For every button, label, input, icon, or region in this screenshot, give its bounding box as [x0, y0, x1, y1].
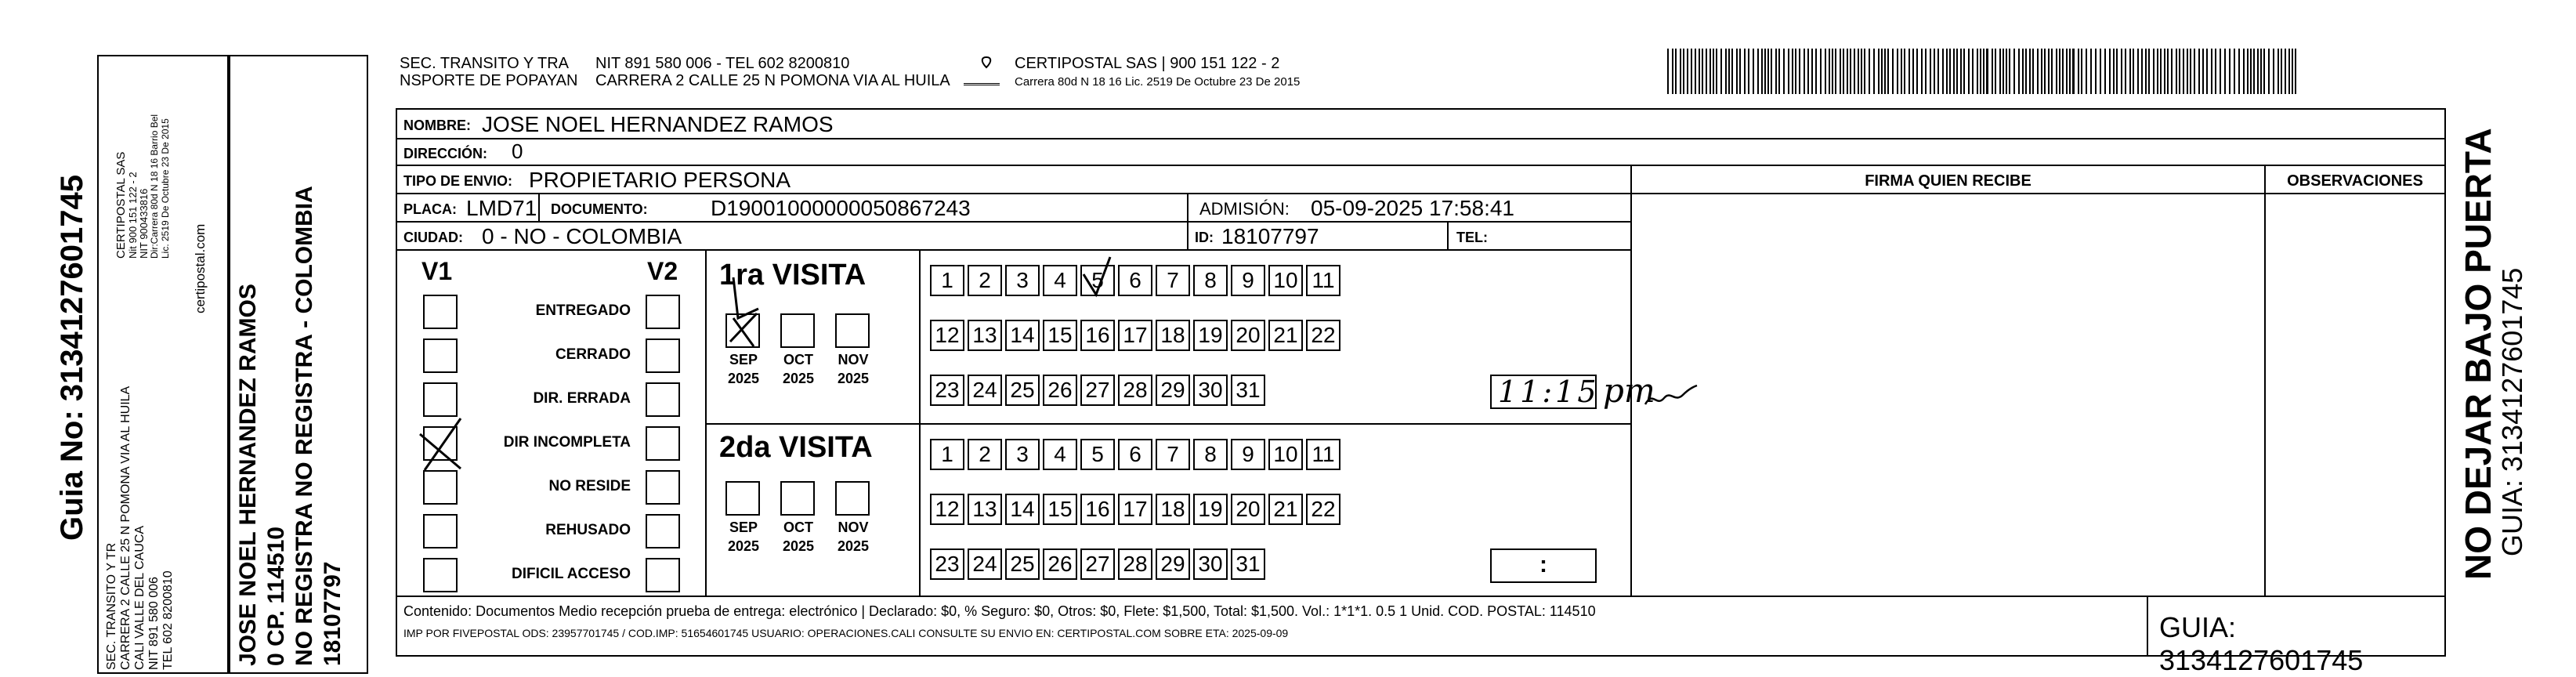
sender-line-5: TEL 602 8200810 — [161, 570, 175, 670]
day-box[interactable]: 20 — [1231, 494, 1265, 525]
visits-divider-h — [705, 423, 1631, 425]
day-box[interactable]: 3 — [1005, 265, 1040, 296]
day-box[interactable]: 14 — [1005, 320, 1040, 351]
day-box[interactable]: 9 — [1231, 265, 1265, 296]
barcode — [1667, 49, 2298, 94]
year-label: 2025 — [727, 371, 760, 386]
observaciones-header — [2264, 165, 2446, 194]
day-box[interactable]: 18 — [1156, 494, 1190, 525]
day-box[interactable]: 26 — [1043, 375, 1077, 406]
month-label: NOV — [838, 352, 869, 367]
day-box[interactable]: 19 — [1193, 494, 1228, 525]
day-box[interactable]: 8 — [1193, 265, 1228, 296]
day-box[interactable]: 3 — [1005, 439, 1040, 470]
direccion-label: DIRECCIÓN: — [403, 146, 487, 161]
reason-label: ENTREGADO — [535, 302, 631, 319]
header-sender-nit: NIT 891 580 006 - TEL 602 8200810 — [595, 55, 850, 72]
observaciones-area — [2264, 165, 2446, 597]
row-direccion — [396, 138, 2446, 166]
v1-checkbox[interactable] — [423, 558, 458, 592]
day-box[interactable]: 2 — [968, 265, 1002, 296]
day-box[interactable]: 28 — [1118, 548, 1152, 580]
day-box[interactable]: 31 — [1231, 375, 1265, 406]
observaciones-label: OBSERVACIONES — [2287, 172, 2423, 190]
v1-check-mark — [414, 403, 469, 473]
v2-checkbox[interactable] — [646, 295, 680, 329]
certipostal-line-5: Lic. 2519 De Octubre 23 De 2015 — [160, 118, 171, 259]
admision-value: 05-09-2025 17:58:41 — [1311, 196, 1514, 220]
day-box[interactable]: 2 — [968, 439, 1002, 470]
day-box[interactable]: 5 — [1080, 439, 1115, 470]
day-box[interactable]: 30 — [1193, 375, 1228, 406]
day-box[interactable]: 23 — [930, 375, 964, 406]
year-label: 2025 — [782, 538, 815, 554]
day-box[interactable]: 26 — [1043, 548, 1077, 580]
day-box[interactable]: 6 — [1118, 439, 1152, 470]
day-box[interactable]: 27 — [1080, 375, 1115, 406]
day-box[interactable]: 11 — [1306, 439, 1340, 470]
month-label: NOV — [838, 520, 869, 535]
day-box[interactable]: 17 — [1118, 320, 1152, 351]
v1-checkbox[interactable] — [423, 514, 458, 548]
month-checkbox[interactable] — [780, 313, 815, 348]
day-box[interactable]: 5 — [1080, 265, 1115, 296]
v2-checkbox[interactable] — [646, 382, 680, 417]
firma-area — [1630, 165, 2266, 597]
day-box[interactable]: 4 — [1043, 265, 1077, 296]
day-box[interactable]: 14 — [1005, 494, 1040, 525]
reason-label: DIR INCOMPLETA — [503, 434, 631, 451]
row-nombre — [396, 108, 2446, 139]
row-placa — [396, 193, 1632, 223]
day-box[interactable]: 22 — [1306, 494, 1340, 525]
reason-label: REHUSADO — [545, 522, 631, 538]
ciudad-value: 0 - NO - COLOMBIA — [482, 224, 682, 248]
month-check-mark — [722, 274, 769, 360]
header-sender-name — [400, 55, 577, 89]
v2-checkbox[interactable] — [646, 338, 680, 373]
v1-label: V1 — [421, 257, 453, 285]
day-box[interactable]: 12 — [930, 320, 964, 351]
day-box[interactable]: 1 — [930, 439, 964, 470]
id-value: 18107797 — [1221, 224, 1319, 248]
website: certipostal.com — [193, 223, 208, 313]
v1-checkbox[interactable] — [423, 338, 458, 373]
header-company: CERTIPOSTAL SAS | 900 151 122 - 2 — [1015, 55, 1280, 72]
reason-label: CERRADO — [555, 346, 631, 363]
certipostal-line-2: Nit 900 151 122 - 2 — [127, 172, 139, 259]
first-visit-title: 1ra VISITA — [719, 259, 867, 291]
v2-checkbox[interactable] — [646, 470, 680, 505]
v2-checkbox[interactable] — [646, 558, 680, 592]
month-checkbox[interactable] — [725, 481, 760, 516]
day-box[interactable]: 23 — [930, 548, 964, 580]
day-box[interactable]: 16 — [1080, 320, 1115, 351]
day-box[interactable]: 4 — [1043, 439, 1077, 470]
first-visit-time-suffix: pm — [1603, 371, 1655, 410]
sender-line-1: SEC. TRANSITO Y TR — [105, 542, 118, 670]
recipient-line-2: 0 CP. 114510 — [263, 527, 289, 666]
second-visit-title: 2da VISITA — [719, 431, 873, 464]
day-box[interactable]: 15 — [1043, 494, 1077, 525]
day-box[interactable]: 12 — [930, 494, 964, 525]
tipo-label: TIPO DE ENVIO: — [403, 173, 513, 189]
header-sender-address: CARRERA 2 CALLE 25 N POMONA VIA AL HUILA — [595, 72, 950, 89]
day-box[interactable]: 16 — [1080, 494, 1115, 525]
header-sender-name-line1: SEC. TRANSITO Y TRA — [400, 55, 569, 72]
v2-checkbox[interactable] — [646, 426, 680, 461]
firma-label: FIRMA QUIEN RECIBE — [1865, 172, 2031, 190]
guia-vertical: Guia No: 3134127601745 — [55, 175, 89, 541]
day-box[interactable]: 24 — [968, 375, 1002, 406]
v1-checkbox[interactable] — [423, 295, 458, 329]
left-panel — [0, 0, 368, 672]
footer-line-1: Contenido: Documentos Medio recepción prueba de entrega: electrónico | Declarado: $0, % Seguro: $0, Otros: $0, Flete: $1,500, Total: $1,500. Vol.: 1*1*1. 0.5 1 Unid. COD. POSTAL: 114510 — [403, 603, 1596, 619]
year-label: 2025 — [727, 538, 760, 554]
recipient-line-4: 18107797 — [320, 561, 346, 666]
day-box[interactable]: 11 — [1306, 265, 1340, 296]
day-box[interactable]: 27 — [1080, 548, 1115, 580]
footer-guia: GUIA: 3134127601745 — [2159, 611, 2364, 676]
placa-label: PLACA: — [403, 201, 457, 217]
documento-label: DOCUMENTO: — [551, 201, 648, 217]
ciudad-label: CIUDAD: — [403, 230, 463, 245]
day-box[interactable]: 17 — [1118, 494, 1152, 525]
signature-scribble — [1644, 381, 1699, 412]
day-box[interactable]: 10 — [1268, 439, 1303, 470]
second-visit-time: : — [1539, 552, 1547, 577]
day-box[interactable]: 7 — [1156, 265, 1190, 296]
certipostal-line-1: CERTIPOSTAL SAS — [114, 151, 128, 259]
first-visit-time: 11:15 — [1498, 375, 1600, 409]
sender-line-4: NIT 891 580 006 — [147, 577, 161, 670]
placa-value: LMD71 — [466, 196, 537, 220]
month-label: SEP — [729, 352, 758, 367]
header-small-logo — [964, 75, 1000, 85]
nombre-label: NOMBRE: — [403, 118, 471, 133]
sender-line-3: CALI VALLE DEL CAUCA — [133, 525, 147, 670]
certipostal-line-3: NIT 900433816 — [138, 188, 150, 259]
footer-line-2: IMP POR FIVEPOSTAL ODS: 23957701745 / COD.IMP: 51654601745 USUARIO: OPERACIONES.CALI CONSULTE SU ENVIO EN: CERTIPOSTAL.COM SOBRE ETA: 2025-09-09 — [403, 627, 1289, 639]
day-box[interactable]: 29 — [1156, 548, 1190, 580]
day-box[interactable]: 24 — [968, 548, 1002, 580]
month-checkbox[interactable] — [780, 481, 815, 516]
day-box[interactable]: 9 — [1231, 439, 1265, 470]
tipo-value: PROPIETARIO PERSONA — [529, 168, 791, 192]
year-label: 2025 — [837, 538, 870, 554]
day-box[interactable]: 21 — [1268, 494, 1303, 525]
sender-line-2: CARRERA 2 CALLE 25 N POMONA VIA AL HUILA — [119, 386, 132, 670]
row-ciudad — [396, 221, 1632, 251]
recipient-line-3: NO REGISTRA NO REGISTRA - COLOMBIA — [291, 186, 317, 666]
day-box[interactable]: 18 — [1156, 320, 1190, 351]
reason-label: DIFICIL ACCESO — [511, 566, 631, 582]
day-box[interactable]: 31 — [1231, 548, 1265, 580]
year-label: 2025 — [782, 371, 815, 386]
id-label: ID: — [1195, 230, 1214, 245]
day-box[interactable]: 10 — [1268, 265, 1303, 296]
direccion-value: 0 — [512, 139, 523, 163]
documento-value: D19001000000050867243 — [711, 196, 971, 220]
day-box[interactable]: 25 — [1005, 375, 1040, 406]
reason-label: DIR. ERRADA — [533, 390, 631, 407]
month-checkbox[interactable] — [835, 313, 870, 348]
year-label: 2025 — [837, 371, 870, 386]
month-label: OCT — [783, 520, 813, 535]
day-box[interactable]: 1 — [930, 265, 964, 296]
day-box[interactable]: 25 — [1005, 548, 1040, 580]
tel-label: TEL: — [1456, 230, 1488, 245]
day-box[interactable]: 6 — [1118, 265, 1152, 296]
day-box[interactable]: 21 — [1268, 320, 1303, 351]
day-box[interactable]: 19 — [1193, 320, 1228, 351]
v2-label: V2 — [647, 257, 678, 285]
header-company-address: Carrera 80d N 18 16 Lic. 2519 De Octubre 23 De 2015 — [1015, 75, 1301, 89]
day-box[interactable]: 30 — [1193, 548, 1228, 580]
day-box[interactable]: 8 — [1193, 439, 1228, 470]
v1-checkbox[interactable] — [423, 470, 458, 505]
footer-guia-box — [2147, 596, 2446, 676]
day-box[interactable]: 13 — [968, 494, 1002, 525]
day-box[interactable]: 28 — [1118, 375, 1152, 406]
day-box[interactable]: 22 — [1306, 320, 1340, 351]
day-box[interactable]: 7 — [1156, 439, 1190, 470]
right-guia: GUIA: 3134127601745 — [2496, 267, 2528, 556]
location-pin-icon — [975, 56, 997, 73]
month-label: OCT — [783, 352, 813, 367]
no-dejar-bajo-puerta: NO DEJAR BAJO PUERTA — [2458, 128, 2498, 580]
nombre-value: JOSE NOEL HERNANDEZ RAMOS — [482, 112, 834, 136]
recipient-line-1: JOSE NOEL HERNANDEZ RAMOS — [235, 284, 261, 666]
month-checkbox[interactable] — [835, 481, 870, 516]
admision-label: ADMISIÓN: — [1199, 199, 1290, 219]
day-box[interactable]: 13 — [968, 320, 1002, 351]
v2-checkbox[interactable] — [646, 514, 680, 548]
certipostal-line-4: Dir:Carrera 80d N 18 16 Barrio Bel — [149, 114, 160, 259]
day-box[interactable]: 20 — [1231, 320, 1265, 351]
reason-label: NO RESIDE — [548, 478, 631, 494]
day-box[interactable]: 15 — [1043, 320, 1077, 351]
header-sender-name-line2: NSPORTE DE POPAYAN — [400, 72, 578, 89]
firma-header — [1630, 165, 2266, 194]
month-label: SEP — [729, 520, 758, 535]
day-box[interactable]: 29 — [1156, 375, 1190, 406]
row-tipo — [396, 165, 1632, 194]
